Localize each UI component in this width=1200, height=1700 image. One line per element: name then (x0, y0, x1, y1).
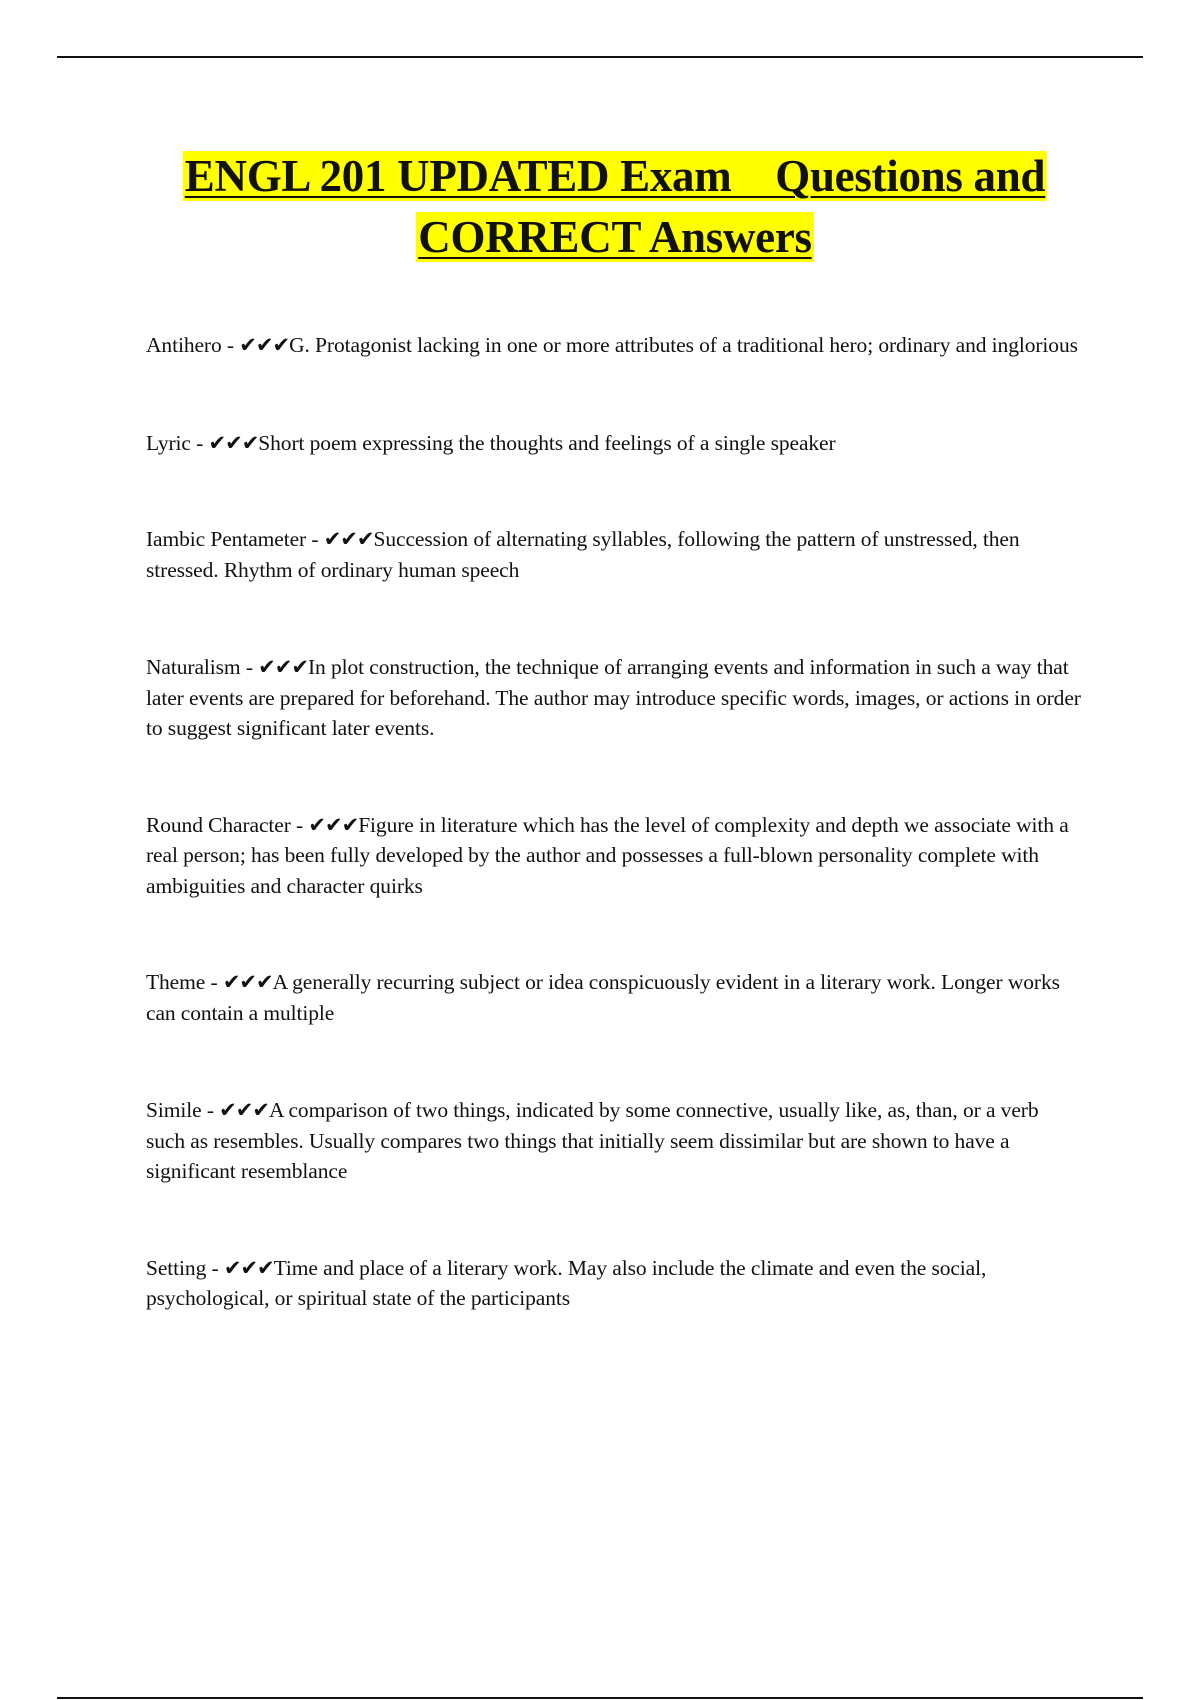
check-mark-icon: ✔✔✔ (258, 655, 308, 679)
check-mark-icon: ✔✔✔ (219, 1098, 269, 1122)
entry-separator: - (205, 970, 223, 994)
entry-term: Setting (146, 1255, 207, 1280)
entry-definition: A generally recurring subject or idea conspicuously evident in a literary work. Longer works can contain a multiple (146, 970, 1060, 1025)
entry-term: Naturalism (146, 655, 241, 679)
check-mark-icon: ✔✔✔ (239, 333, 290, 357)
top-rule (57, 56, 1143, 58)
check-mark-icon: ✔✔✔ (308, 812, 359, 837)
entry-term: Antihero (146, 333, 222, 357)
entry-antihero (146, 330, 1081, 361)
check-mark-icon: ✔✔✔ (208, 430, 259, 455)
entry-lyric (146, 428, 1081, 459)
entry-naturalism (146, 652, 1081, 744)
entry-separator: - (306, 527, 324, 551)
entry-iambic-pentameter (146, 524, 1081, 585)
entry-term: Iambic Pentameter (146, 527, 307, 551)
entry-definition: Time and place of a literary work. May also include the climate and even the social, psychological, or spiritual state of the participants (146, 1255, 987, 1310)
entry-term: Simile (146, 1098, 202, 1122)
entry-definition: Succession of alternating syllables, following the pattern of unstressed, then stressed. Rhythm of ordinary human speech (146, 527, 1020, 582)
entry-simile (146, 1095, 1081, 1187)
entry-separator: - (206, 1255, 224, 1280)
check-mark-icon: ✔✔✔ (223, 1255, 274, 1280)
document-title (140, 146, 1090, 268)
entry-theme (146, 967, 1081, 1028)
entry-list (146, 330, 1081, 1314)
entry-term: Round Character (146, 812, 291, 837)
entry-round-character (146, 810, 1081, 902)
entry-definition: G. Protagonist lacking in one or more attributes of a traditional hero; ordinary and inglorious (289, 333, 1078, 357)
entry-separator: - (190, 430, 209, 455)
check-mark-icon: ✔✔✔ (222, 970, 273, 994)
bottom-rule (57, 1697, 1143, 1699)
entry-separator: - (290, 812, 309, 837)
entry-separator: - (201, 1098, 220, 1122)
entry-definition: Short poem expressing the thoughts and feelings of a single speaker (258, 430, 836, 455)
entry-definition: A comparison of two things, indicated by some connective, usually like, as, than, or a verb such as resembles. Usually compares two things that initially seem dissimilar but are shown to have a significant resemblance (146, 1098, 1039, 1183)
entry-separator: - (221, 333, 240, 357)
entry-definition: In plot construction, the technique of arranging events and information in such a way that later events are prepared for beforehand. The author may introduce specific words, images, or actions in order to suggest significant later events. (146, 655, 1081, 740)
check-mark-icon: ✔✔✔ (323, 527, 374, 551)
title-highlight: ENGL 201 UPDATED Exam Questions and CORRECT Answers (184, 151, 1046, 262)
entry-definition: Figure in literature which has the level of complexity and depth we associate with a real person; has been fully developed by the author and possesses a full-blown personality complete with ambiguities and character quirks (146, 812, 1069, 898)
entry-term: Lyric (146, 430, 191, 455)
entry-term: Theme (146, 970, 206, 994)
entry-separator: - (240, 655, 259, 679)
entry-setting (146, 1253, 1081, 1314)
